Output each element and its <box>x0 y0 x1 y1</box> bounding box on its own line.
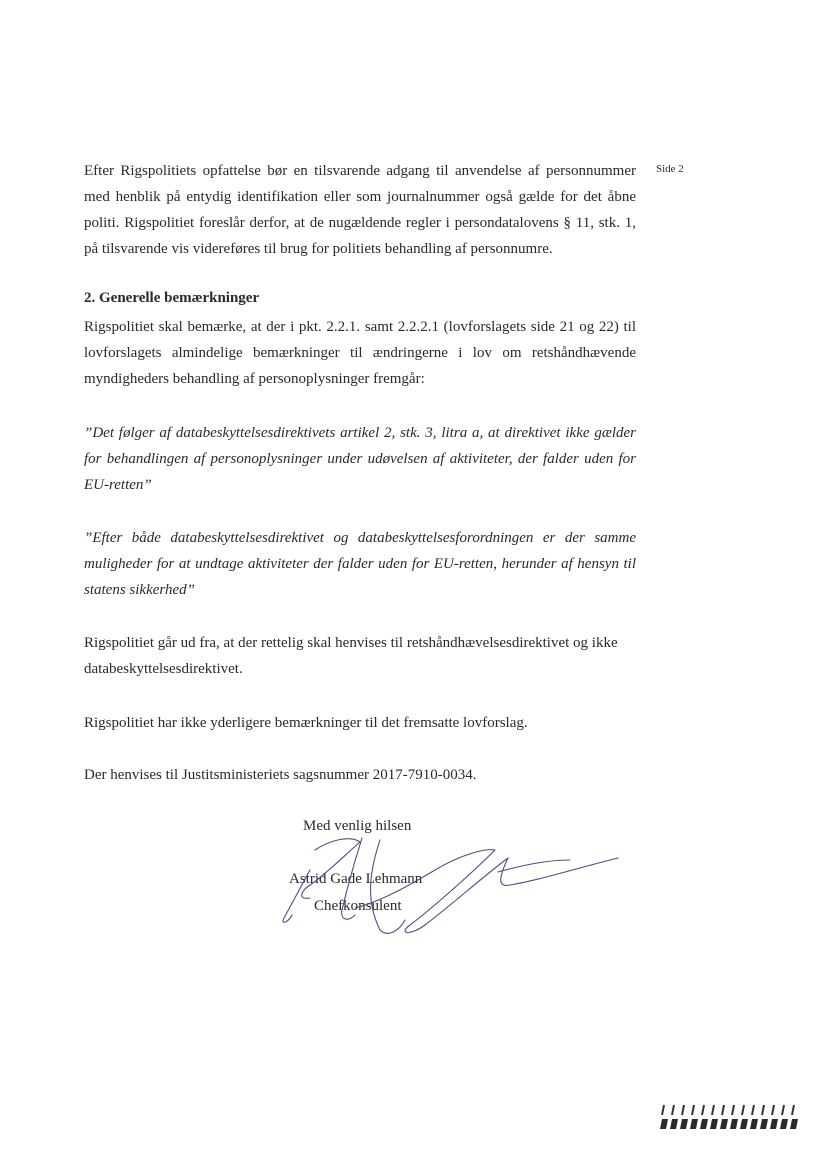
handwritten-signature <box>270 830 630 945</box>
barcode-icon <box>660 1103 800 1131</box>
paragraph-generelle: Rigspolitiet skal bemærke, at der i pkt. 2.2.1. samt 2.2.2.1 (lovforslagets side 21 og 22) til lovforslagets almindelige bemærkninger til ændringerne i lov om retshåndhævende myndigheders behandling af personoplysninger fremgår: <box>84 319 636 387</box>
paragraph-retshaandhaevelse: Rigspolitiet går ud fra, at der rettelig skal henvises til retshåndhævelsesdirektivet og ikke databeskyttelsesdirektivet. <box>84 635 618 677</box>
quote-direktiv: ”Det følger af databeskyttelsesdirektivets artikel 2, stk. 3, litra a, at direktivet ikke gælder for behandlingen af personoplysninger under udøvelsen af aktiviteter, der falder uden for EU-retten” <box>84 425 636 493</box>
section-heading: 2. Generelle bemærkninger <box>84 290 260 306</box>
page-number: Side 2 <box>656 163 684 175</box>
signer-name: Astrid Gade Lehmann <box>289 871 423 887</box>
quote-forordning: ”Efter både databeskyttelsesdirektivet og databeskyttelsesforordningen er der samme muligheder for at undtage aktiviteter der falder uden for EU-retten, herunder af hensyn til statens sikkerhed” <box>84 530 636 598</box>
closing-greeting: Med venlig hilsen <box>303 818 412 834</box>
signer-title: Chefkonsulent <box>314 898 402 914</box>
paragraph-sagsnummer: Der henvises til Justitsministeriets sagsnummer 2017-7910-0034. <box>84 767 477 783</box>
paragraph-personnummer: Efter Rigspolitiets opfattelse bør en tilsvarende adgang til anvendelse af personnummer med henblik på entydig identifikation eller som journalnummer også gælde for det åbne politi. Rigspolitiet foreslår derfor, at de nugældende regler i persondatalovens § 11, stk. 1, på tilsvarende vis videreføres til brug for politiets behandling af personnumre. <box>84 163 636 257</box>
paragraph-ingen-bemaerkninger: Rigspolitiet har ikke yderligere bemærkninger til det fremsatte lovforslag. <box>84 715 528 731</box>
